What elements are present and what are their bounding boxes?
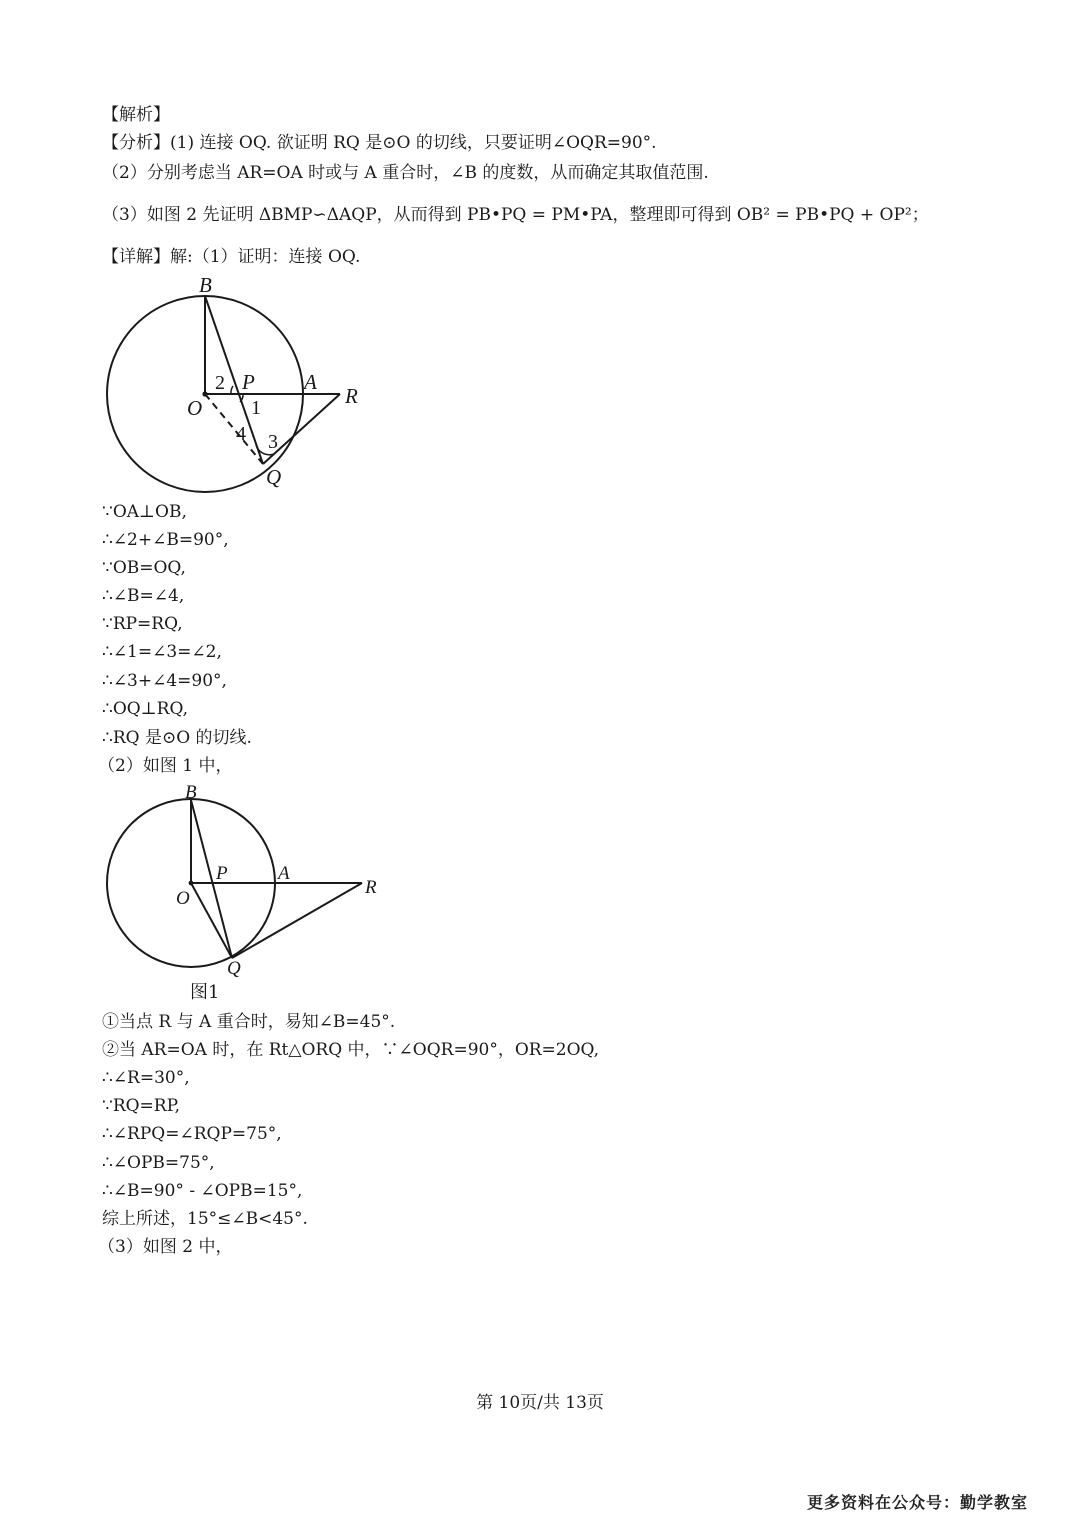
label-p: P — [216, 863, 228, 884]
detail-intro: 【详解】解:（1）证明：连接 OQ. — [102, 247, 361, 267]
center-dot — [189, 881, 194, 886]
analysis-part3: （3）如图 2 先证明 ΔBMP∽ΔAQP，从而得到 PB•PQ = PM•PA，整理即可得到 OB² = PB•PQ + OP²； — [102, 205, 929, 225]
label-r: R — [365, 877, 377, 898]
proof2-line: 综上所述，15°≤∠B<45°. — [102, 1209, 308, 1229]
proof2-line: ∵RQ=RP, — [102, 1096, 180, 1116]
label-o: O — [187, 396, 203, 420]
label-3: 3 — [268, 431, 278, 453]
label-o: O — [176, 888, 190, 909]
label-q: Q — [266, 465, 282, 489]
analysis-heading: 【解析】 — [102, 105, 170, 125]
watermark: 更多资料在公众号：勤学教室 — [806, 1493, 1028, 1512]
proof2-line: ②当 AR=OA 时，在 Rt△ORQ 中，∵∠OQR=90°，OR=2OQ, — [102, 1040, 600, 1060]
label-p: P — [242, 370, 255, 394]
segment-oq — [191, 883, 232, 958]
proof2-line: ∴∠R=30°, — [102, 1068, 190, 1088]
page-footer: 第 10页/共 13页 — [476, 1393, 604, 1413]
proof1-line: ∴∠3+∠4=90°, — [102, 671, 227, 691]
proof1-line: ∵OA⊥OB, — [102, 502, 187, 522]
label-a: A — [304, 370, 317, 394]
part3-intro: （3）如图 2 中， — [98, 1237, 233, 1257]
proof2-line: ①当点 R 与 A 重合时，易知∠B=45°. — [102, 1012, 396, 1032]
proof1-line: ∴OQ⊥RQ, — [102, 699, 188, 719]
analysis-fenxi: 【分析】(1) 连接 OQ. 欲证明 RQ 是⊙O 的切线，只要证明∠OQR=90°. — [102, 133, 657, 153]
proof1-line: ∴∠2+∠B=90°, — [102, 530, 229, 550]
angle-2-arc — [231, 386, 233, 394]
segment-rq — [232, 883, 362, 958]
proof1-line: ∵OB=OQ, — [102, 558, 186, 578]
proof2-line: ∴∠RPQ=∠RQP=75°, — [102, 1124, 282, 1144]
figure-caption: 图1 — [190, 982, 220, 1003]
label-b: B — [185, 782, 197, 803]
proof1-line: ∵RP=RQ, — [102, 614, 183, 634]
label-b: B — [199, 273, 212, 297]
label-a: A — [278, 863, 290, 884]
label-q: Q — [227, 958, 241, 979]
center-dot — [202, 391, 207, 396]
label-4: 4 — [236, 423, 246, 445]
geometry-figure-1 — [100, 780, 400, 980]
label-1: 1 — [251, 397, 261, 419]
label-2: 2 — [215, 372, 225, 394]
proof1-line: ∴∠1=∠3=∠2, — [102, 642, 222, 662]
proof2-line: ∴∠B=90° - ∠OPB=15°, — [102, 1181, 303, 1201]
label-r: R — [345, 384, 358, 408]
proof1-line: ∴RQ 是⊙O 的切线. — [102, 728, 252, 748]
proof1-line: ∴∠B=∠4, — [102, 586, 185, 606]
geometry-figure-proof — [100, 272, 380, 492]
part2-intro: （2）如图 1 中， — [98, 756, 233, 776]
analysis-part2: （2）分别考虑当 AR=OA 时或与 A 重合时，∠B 的度数，从而确定其取值范围. — [102, 163, 709, 183]
proof2-line: ∴∠OPB=75°, — [102, 1153, 215, 1173]
